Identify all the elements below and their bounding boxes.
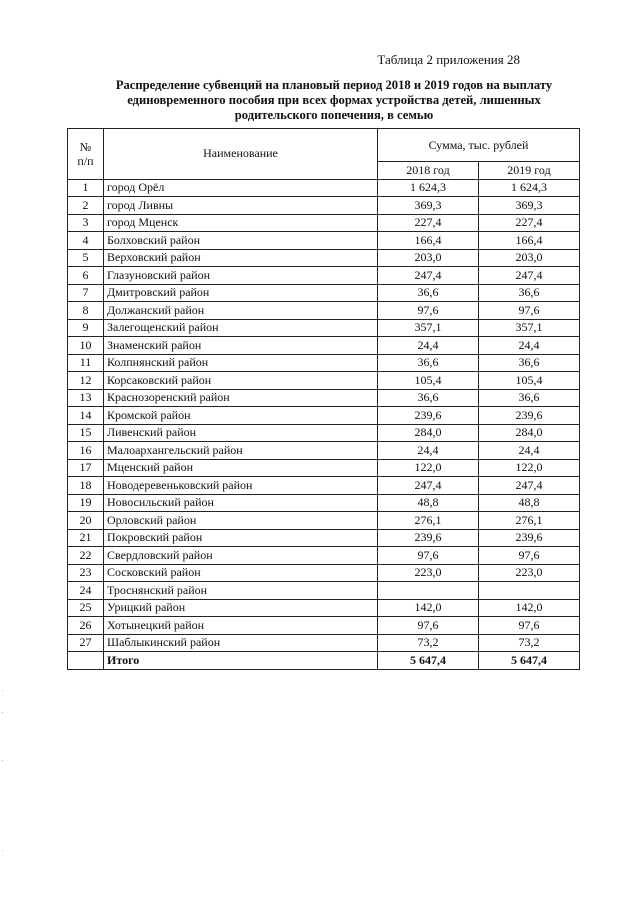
row-name: Покровский район bbox=[104, 529, 378, 547]
row-name: Мценский район bbox=[104, 459, 378, 477]
row-value-2018: 105,4 bbox=[378, 372, 479, 390]
table-row bbox=[68, 337, 580, 355]
row-value-2018: 284,0 bbox=[378, 424, 479, 442]
row-value-2018: 203,0 bbox=[378, 249, 479, 267]
row-value-2018 bbox=[378, 582, 479, 600]
row-value-2018: 247,4 bbox=[378, 267, 479, 285]
row-number: 7 bbox=[68, 284, 104, 302]
table-row bbox=[68, 284, 580, 302]
row-number: 13 bbox=[68, 389, 104, 407]
total-value-2019: 5 647,4 bbox=[479, 652, 580, 670]
table-row bbox=[68, 599, 580, 617]
scan-speck bbox=[2, 850, 3, 851]
row-value-2019: 36,6 bbox=[479, 389, 580, 407]
row-name: Сосковский район bbox=[104, 564, 378, 582]
scan-speck bbox=[2, 760, 3, 761]
row-number: 20 bbox=[68, 512, 104, 530]
row-value-2019: 97,6 bbox=[479, 547, 580, 565]
row-name: Свердловский район bbox=[104, 547, 378, 565]
row-value-2019: 284,0 bbox=[479, 424, 580, 442]
row-name: Краснозоренский район bbox=[104, 389, 378, 407]
row-value-2018: 36,6 bbox=[378, 389, 479, 407]
row-value-2018: 48,8 bbox=[378, 494, 479, 512]
row-number: 23 bbox=[68, 564, 104, 582]
column-header-2019: 2019 год bbox=[479, 162, 580, 180]
table-row bbox=[68, 197, 580, 215]
column-header-number bbox=[68, 129, 104, 180]
row-value-2019: 369,3 bbox=[479, 197, 580, 215]
row-number: 9 bbox=[68, 319, 104, 337]
row-name: Урицкий район bbox=[104, 599, 378, 617]
row-value-2019: 227,4 bbox=[479, 214, 580, 232]
table-row bbox=[68, 267, 580, 285]
row-value-2019: 24,4 bbox=[479, 442, 580, 460]
table-row bbox=[68, 617, 580, 635]
row-number: 27 bbox=[68, 634, 104, 652]
row-number: 10 bbox=[68, 337, 104, 355]
row-number: 2 bbox=[68, 197, 104, 215]
row-value-2019: 239,6 bbox=[479, 529, 580, 547]
row-name: Новодеревеньковский район bbox=[104, 477, 378, 495]
row-value-2019 bbox=[479, 582, 580, 600]
row-number: 18 bbox=[68, 477, 104, 495]
table-row bbox=[68, 302, 580, 320]
table-row bbox=[68, 372, 580, 390]
row-value-2019: 247,4 bbox=[479, 477, 580, 495]
row-number: 15 bbox=[68, 424, 104, 442]
row-value-2019: 36,6 bbox=[479, 354, 580, 372]
table-row bbox=[68, 512, 580, 530]
table-row bbox=[68, 424, 580, 442]
column-header-sum: Сумма, тыс. рублей bbox=[378, 129, 580, 162]
row-name: Дмитровский район bbox=[104, 284, 378, 302]
table-header-row bbox=[68, 129, 580, 162]
row-name: город Орёл bbox=[104, 179, 378, 197]
title-line-1: Распределение субвенций на плановый период 2018 и 2019 годов на выплату bbox=[115, 78, 553, 92]
row-name: Должанский район bbox=[104, 302, 378, 320]
row-number: 22 bbox=[68, 547, 104, 565]
row-name: Корсаковский район bbox=[104, 372, 378, 390]
row-number: 26 bbox=[68, 617, 104, 635]
table-total-row bbox=[68, 652, 580, 670]
row-number: 5 bbox=[68, 249, 104, 267]
row-name: Болховский район bbox=[104, 232, 378, 250]
column-header-number-line2: п/п bbox=[77, 153, 94, 168]
row-value-2019: 357,1 bbox=[479, 319, 580, 337]
scan-speck bbox=[2, 690, 3, 691]
row-name: Залегощенский район bbox=[104, 319, 378, 337]
row-value-2018: 122,0 bbox=[378, 459, 479, 477]
row-value-2018: 24,4 bbox=[378, 442, 479, 460]
row-value-2018: 227,4 bbox=[378, 214, 479, 232]
title-line-3: родительского попечения, в семью bbox=[234, 108, 434, 122]
subsidy-table bbox=[67, 128, 580, 670]
table-row bbox=[68, 547, 580, 565]
row-value-2019: 105,4 bbox=[479, 372, 580, 390]
row-name: Кромской район bbox=[104, 407, 378, 425]
column-header-2018: 2018 год bbox=[378, 162, 479, 180]
table-row bbox=[68, 582, 580, 600]
title-line-2: единовременного пособия при всех формах устройства детей, лишенных bbox=[127, 93, 541, 107]
table-row bbox=[68, 477, 580, 495]
table-row bbox=[68, 442, 580, 460]
table-row bbox=[68, 634, 580, 652]
row-name: Знаменский район bbox=[104, 337, 378, 355]
row-value-2019: 142,0 bbox=[479, 599, 580, 617]
table-row bbox=[68, 214, 580, 232]
row-number: 11 bbox=[68, 354, 104, 372]
row-value-2019: 276,1 bbox=[479, 512, 580, 530]
table-row bbox=[68, 529, 580, 547]
table-row bbox=[68, 232, 580, 250]
total-value-2018: 5 647,4 bbox=[378, 652, 479, 670]
row-value-2018: 357,1 bbox=[378, 319, 479, 337]
row-name: Хотынецкий район bbox=[104, 617, 378, 635]
row-value-2019: 24,4 bbox=[479, 337, 580, 355]
row-value-2018: 166,4 bbox=[378, 232, 479, 250]
row-value-2018: 239,6 bbox=[378, 529, 479, 547]
row-value-2018: 24,4 bbox=[378, 337, 479, 355]
row-number: 1 bbox=[68, 179, 104, 197]
row-value-2018: 97,6 bbox=[378, 617, 479, 635]
row-value-2018: 36,6 bbox=[378, 284, 479, 302]
row-name: город Мценск bbox=[104, 214, 378, 232]
row-number: 14 bbox=[68, 407, 104, 425]
row-value-2018: 276,1 bbox=[378, 512, 479, 530]
row-value-2019: 48,8 bbox=[479, 494, 580, 512]
table-body bbox=[68, 179, 580, 669]
row-value-2019: 203,0 bbox=[479, 249, 580, 267]
row-value-2018: 239,6 bbox=[378, 407, 479, 425]
row-value-2019: 239,6 bbox=[479, 407, 580, 425]
row-number: 21 bbox=[68, 529, 104, 547]
row-value-2018: 73,2 bbox=[378, 634, 479, 652]
row-value-2019: 97,6 bbox=[479, 302, 580, 320]
row-value-2018: 97,6 bbox=[378, 302, 479, 320]
row-name: Глазуновский район bbox=[104, 267, 378, 285]
row-value-2019: 73,2 bbox=[479, 634, 580, 652]
row-value-2019: 97,6 bbox=[479, 617, 580, 635]
row-name: Орловский район bbox=[104, 512, 378, 530]
row-number: 19 bbox=[68, 494, 104, 512]
table-row bbox=[68, 459, 580, 477]
row-name: город Ливны bbox=[104, 197, 378, 215]
row-name: Ливенский район bbox=[104, 424, 378, 442]
row-number: 16 bbox=[68, 442, 104, 460]
table-row bbox=[68, 354, 580, 372]
table-row bbox=[68, 407, 580, 425]
row-name: Малоархангельский район bbox=[104, 442, 378, 460]
row-number: 4 bbox=[68, 232, 104, 250]
row-value-2019: 166,4 bbox=[479, 232, 580, 250]
row-number: 6 bbox=[68, 267, 104, 285]
row-value-2018: 223,0 bbox=[378, 564, 479, 582]
table-row bbox=[68, 389, 580, 407]
row-number: 3 bbox=[68, 214, 104, 232]
row-number: 24 bbox=[68, 582, 104, 600]
column-header-name: Наименование bbox=[104, 129, 378, 180]
row-value-2019: 1 624,3 bbox=[479, 179, 580, 197]
row-value-2019: 247,4 bbox=[479, 267, 580, 285]
row-name: Шаблыкинский район bbox=[104, 634, 378, 652]
document-title bbox=[88, 78, 580, 123]
total-number-cell bbox=[68, 652, 104, 670]
row-value-2018: 97,6 bbox=[378, 547, 479, 565]
appendix-caption: Таблица 2 приложения 28 bbox=[377, 52, 520, 67]
row-value-2018: 1 624,3 bbox=[378, 179, 479, 197]
row-value-2019: 122,0 bbox=[479, 459, 580, 477]
table-row bbox=[68, 249, 580, 267]
row-value-2019: 223,0 bbox=[479, 564, 580, 582]
scan-speck bbox=[2, 712, 3, 713]
row-value-2018: 247,4 bbox=[378, 477, 479, 495]
table-row bbox=[68, 564, 580, 582]
total-label: Итого bbox=[104, 652, 378, 670]
row-value-2018: 142,0 bbox=[378, 599, 479, 617]
row-value-2019: 36,6 bbox=[479, 284, 580, 302]
row-number: 12 bbox=[68, 372, 104, 390]
row-value-2018: 369,3 bbox=[378, 197, 479, 215]
row-number: 8 bbox=[68, 302, 104, 320]
row-number: 25 bbox=[68, 599, 104, 617]
row-number: 17 bbox=[68, 459, 104, 477]
row-name: Колпнянский район bbox=[104, 354, 378, 372]
row-name: Верховский район bbox=[104, 249, 378, 267]
row-name: Троснянский район bbox=[104, 582, 378, 600]
row-value-2018: 36,6 bbox=[378, 354, 479, 372]
table-row bbox=[68, 179, 580, 197]
row-name: Новосильский район bbox=[104, 494, 378, 512]
table-row bbox=[68, 494, 580, 512]
table-row bbox=[68, 319, 580, 337]
column-header-number-line1: № bbox=[79, 139, 92, 154]
